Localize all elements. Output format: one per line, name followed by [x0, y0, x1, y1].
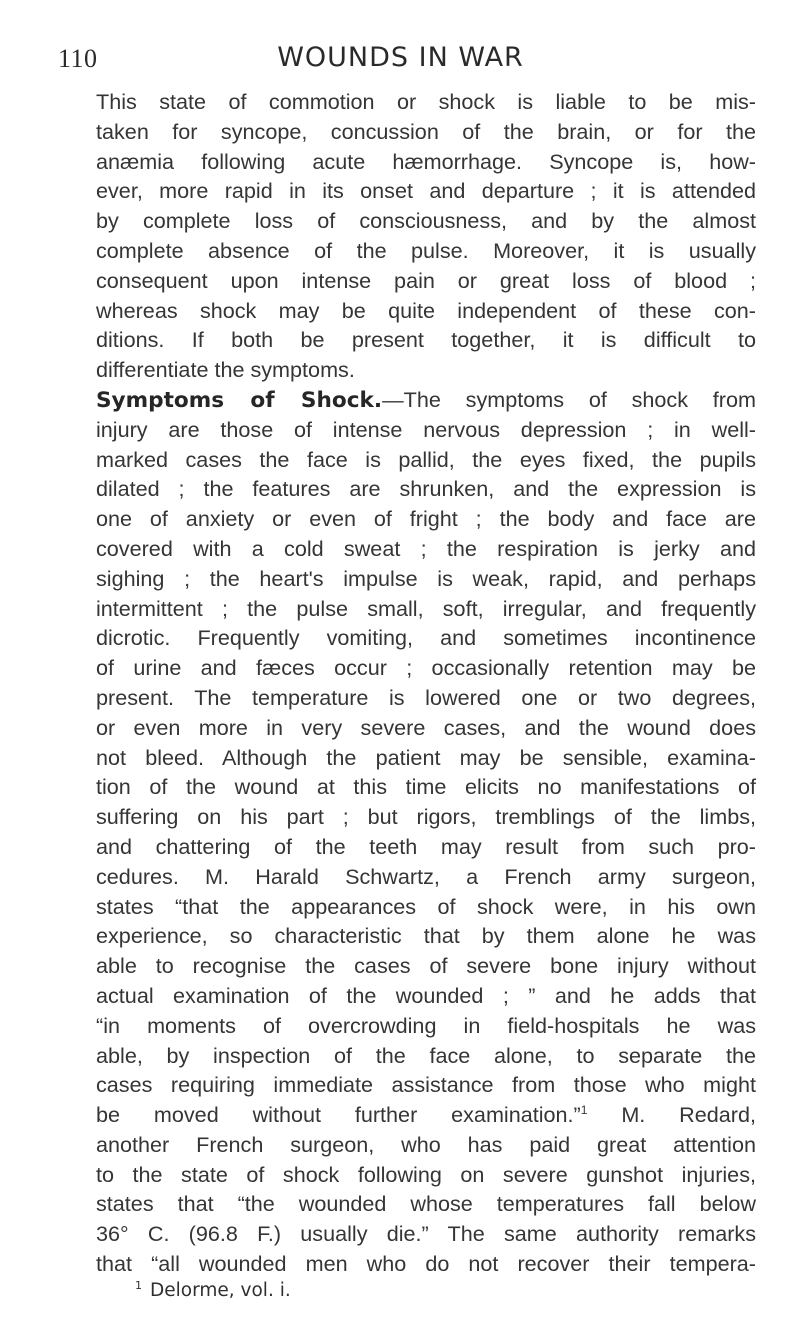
text-line: “in moments of overcrowding in field-hospitals he was: [96, 1012, 756, 1038]
page-number: 110: [58, 44, 98, 73]
text-line: differentiate the symptoms.: [96, 357, 355, 383]
text-line: intermittent ; the pulse small, soft, irregular, and frequently: [96, 595, 756, 621]
text-line: not bleed. Although the patient may be sensible, examina-: [96, 744, 756, 770]
text-line: or even more in very severe cases, and the wound does: [96, 714, 756, 740]
text-line: by complete loss of consciousness, and by the almost: [96, 208, 756, 234]
text-line: ever, more rapid in its onset and departure ; it is attended: [96, 178, 756, 204]
line-text-after-reference: M. Redard,: [587, 1102, 756, 1128]
text-line: dicrotic. Frequently vomiting, and sometimes incontinence: [96, 625, 756, 651]
text-line: present. The temperature is lowered one or two degrees,: [96, 684, 756, 710]
text-line: injury are those of intense nervous depression ; in well-: [96, 416, 756, 442]
text-line: dilated ; the features are shrunken, and the expression is: [96, 476, 756, 502]
text-line: marked cases the face is pallid, the eyes fixed, the pupils: [96, 446, 756, 472]
text-line: 36° C. (96.8 F.) usually die.” The same authority remarks: [96, 1221, 756, 1247]
text-line: whereas shock may be quite independent of these con-: [96, 297, 756, 323]
text-line: ditions. If both be present together, it is difficult to: [96, 327, 756, 353]
running-head: WOUNDS IN WAR: [277, 42, 524, 73]
text-line: cedures. M. Harald Schwartz, a French army surgeon,: [96, 863, 756, 889]
text-line: able to recognise the cases of severe bone injury without: [96, 953, 756, 979]
text-line: This state of commotion or shock is liable to be mis-: [96, 89, 756, 114]
text-line: to the state of shock following on severe gunshot injuries,: [96, 1161, 756, 1187]
line-text-before-reference: be moved without further examination.”: [96, 1102, 581, 1128]
text-line: consequent upon intense pain or great loss of blood ;: [96, 267, 756, 293]
text-line: states “that the appearances of shock were, in his own: [96, 893, 756, 919]
text-line: states that “the wounded whose temperatures fall below: [96, 1191, 756, 1217]
text-line: tion of the wound at this time elicits no manifestations of: [96, 774, 756, 800]
text-line: anæmia following acute hæmorrhage. Syncope is, how-: [96, 148, 756, 174]
footnote-reference: 1: [580, 1103, 588, 1118]
footnote-reference-line: [96, 1100, 756, 1130]
footnote-text: Delorme, vol. i.: [150, 1280, 291, 1301]
text-line: taken for syncope, concussion of the brain, or for the: [96, 118, 756, 144]
body-text: [96, 87, 756, 1279]
text-line: covered with a cold sweat ; the respiration is jerky and: [96, 535, 756, 561]
section-heading: Symptoms of Shock.: [96, 387, 383, 413]
text-line: sighing ; the heart's impulse is weak, rapid, and perhaps: [96, 565, 756, 591]
text-line: experience, so characteristic that by them alone he was: [96, 923, 756, 949]
text-line: of urine and fæces occur ; occasionally retention may be: [96, 655, 756, 681]
text-line: cases requiring immediate assistance from those who might: [96, 1072, 756, 1098]
text-line: suffering on his part ; but rigors, tremblings of the limbs,: [96, 804, 756, 830]
text-line: complete absence of the pulse. Moreover, it is usually: [96, 237, 756, 263]
text-line: one of anxiety or even of fright ; the body and face are: [96, 506, 756, 532]
text-line: another French surgeon, who has paid great attention: [96, 1131, 756, 1157]
text-line: that “all wounded men who do not recover their tempera-: [96, 1251, 756, 1277]
text-line: able, by inspection of the face alone, to separate the: [96, 1042, 756, 1068]
section-heading-line: [96, 385, 756, 415]
text-line: actual examination of the wounded ; ” and he adds that: [96, 982, 756, 1008]
text-line: and chattering of the teeth may result from such pro-: [96, 833, 756, 859]
footnote-marker: 1: [135, 1279, 142, 1292]
footnote: [135, 1280, 291, 1301]
section-heading-continuation: —The symptoms of shock from: [382, 386, 756, 412]
